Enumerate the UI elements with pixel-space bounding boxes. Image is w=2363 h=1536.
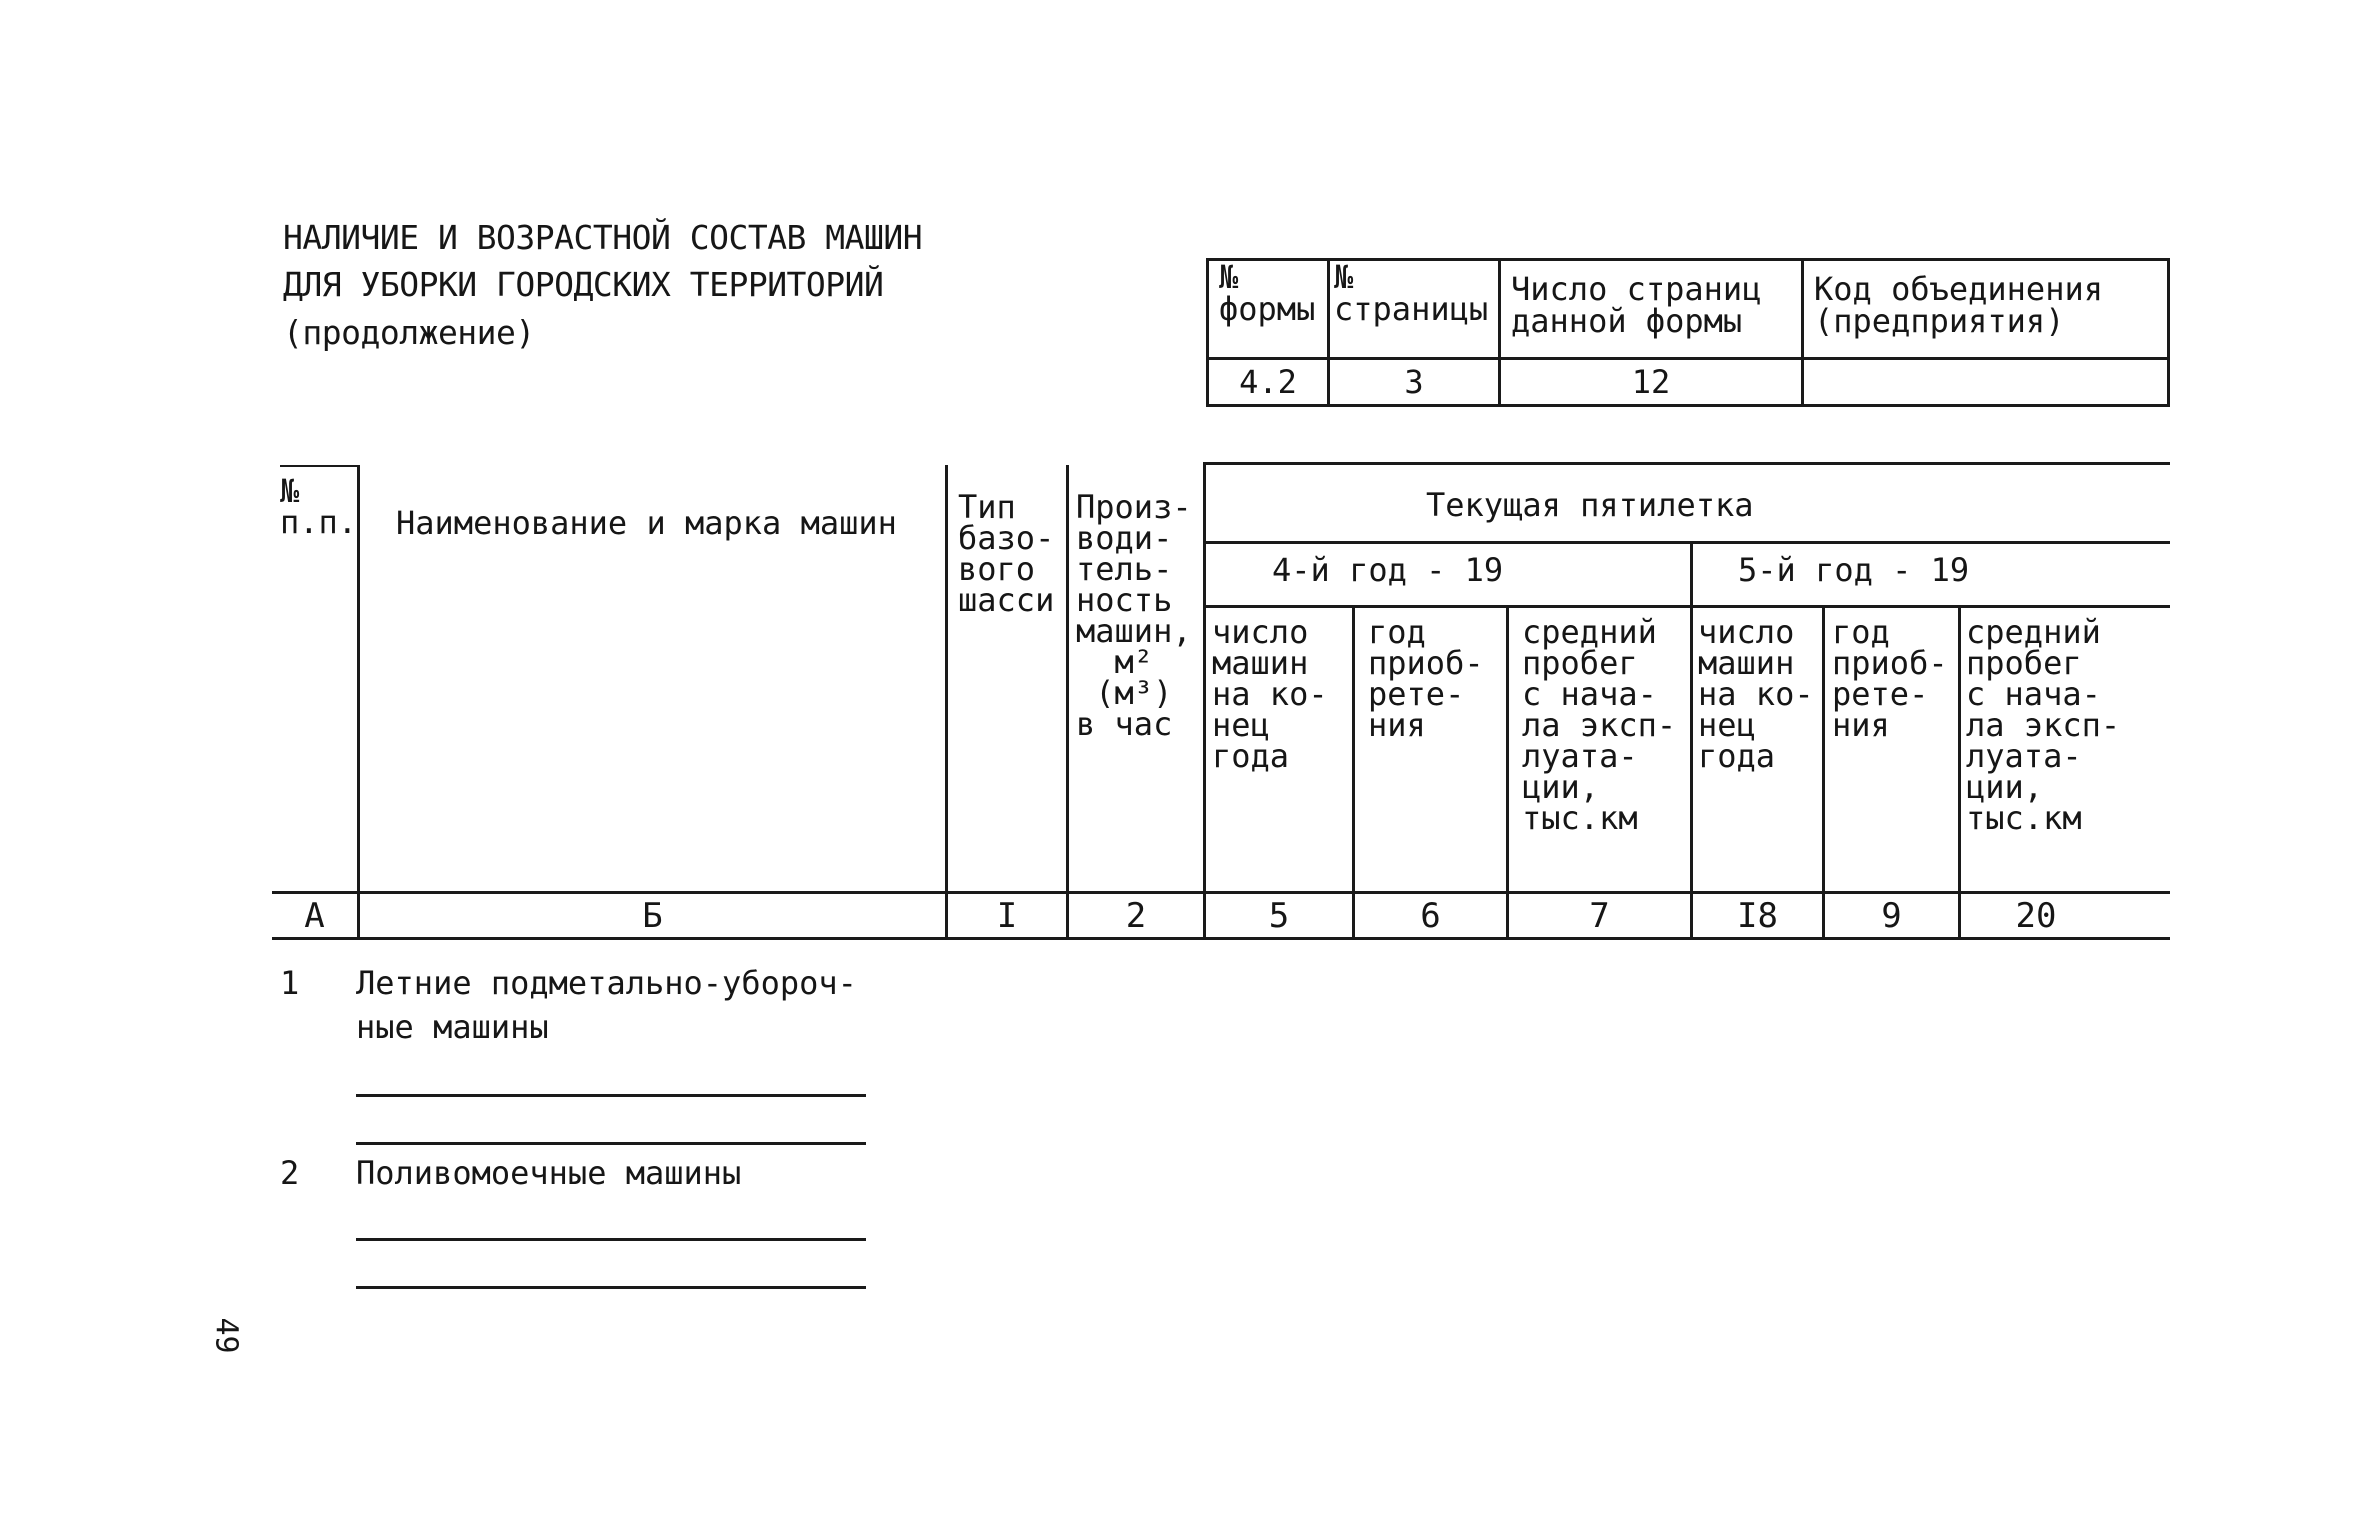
main-table-top-rule: [1203, 462, 2170, 465]
code-cell-1: I: [996, 896, 1018, 936]
code-cell-9: 9: [1881, 896, 1902, 936]
pages-count-label: Число страниц данной формы: [1500, 260, 1803, 359]
col-divider-7: [1690, 541, 1693, 940]
item-number: 2: [280, 1154, 300, 1192]
form-no-label: № формы: [1208, 260, 1329, 359]
year4-header: 4-й год - 19: [1272, 551, 1504, 589]
col-name-header: Наименование и марка машин: [396, 504, 897, 542]
header-bottom-rule: [272, 891, 2170, 894]
current-plan-header: Текущая пятилетка: [1426, 486, 1754, 524]
org-code-value: [1803, 359, 2169, 406]
item-number: 1: [280, 964, 300, 1002]
code-row-bottom-rule: [272, 937, 2170, 940]
code-cell-7: 7: [1589, 896, 1610, 936]
code-cell-6: 6: [1420, 896, 1441, 936]
pages-count-value: 12: [1500, 359, 1803, 406]
year5-header: 5-й год - 19: [1738, 551, 1970, 589]
plan-header-rule: [1203, 541, 2170, 544]
page-no-value: 3: [1329, 359, 1500, 406]
code-cell-a: А: [304, 896, 325, 936]
fill-line: [356, 1142, 866, 1145]
col-divider-1: [357, 465, 360, 940]
item-name-line1: Поливомоечные машины: [356, 1154, 742, 1192]
item-name-line2: ные машины: [356, 1008, 549, 1046]
year4-count-header: число машин на ко- нец года: [1212, 613, 1328, 775]
page-no-label: № страницы: [1329, 260, 1500, 359]
year5-year-header: год приоб- рете- ния: [1832, 613, 1948, 744]
code-cell-b: Б: [642, 896, 663, 936]
item-name-line1: Летние подметально-убороч-: [356, 964, 857, 1002]
col-divider-4: [1203, 462, 1206, 940]
fill-line: [356, 1238, 866, 1241]
col-chassis-header: Тип базо- вого шасси: [958, 488, 1055, 619]
code-cell-2: 2: [1125, 896, 1147, 936]
form-info-table: [1206, 258, 2170, 407]
code-cell-20: 20: [2015, 896, 2057, 936]
col-num-header: № п.п.: [280, 472, 358, 541]
form-no-value: 4.2: [1208, 359, 1329, 406]
org-code-label: Код объединения (предприятия): [1803, 260, 2169, 359]
col-divider-5: [1352, 605, 1355, 940]
year4-mileage-header: средний пробег с нача- ла эксп- луата- ции, тыс.км: [1522, 613, 1677, 837]
col-divider-8: [1822, 605, 1825, 940]
year4-year-header: год приоб- рете- ния: [1368, 613, 1484, 744]
col-divider-2: [945, 465, 948, 940]
code-cell-18: I8: [1737, 896, 1778, 936]
year5-count-header: число машин на ко- нец года: [1698, 613, 1814, 775]
title-line-3: (продолжение): [283, 313, 535, 352]
title-line-2: ДЛЯ УБОРКИ ГОРОДСКИХ ТЕРРИТОРИЙ: [283, 265, 884, 304]
col-divider-9: [1958, 605, 1961, 940]
title-line-1: НАЛИЧИЕ И ВОЗРАСТНОЙ СОСТАВ МАШИН: [283, 218, 923, 257]
code-cell-5: 5: [1268, 896, 1290, 936]
year-header-rule: [1203, 605, 2170, 608]
year5-mileage-header: средний пробег с нача- ла эксп- луата- ции, тыс.км: [1966, 613, 2121, 837]
col-divider-3: [1066, 465, 1069, 940]
col-productivity-header: Произ- води- тель- ность машин, м² (м³) в час: [1076, 488, 1192, 743]
col-divider-6: [1506, 605, 1509, 940]
num-col-top-rule: [280, 465, 360, 467]
fill-line: [356, 1286, 866, 1289]
page-number: 49: [208, 1317, 244, 1354]
fill-line: [356, 1094, 866, 1097]
